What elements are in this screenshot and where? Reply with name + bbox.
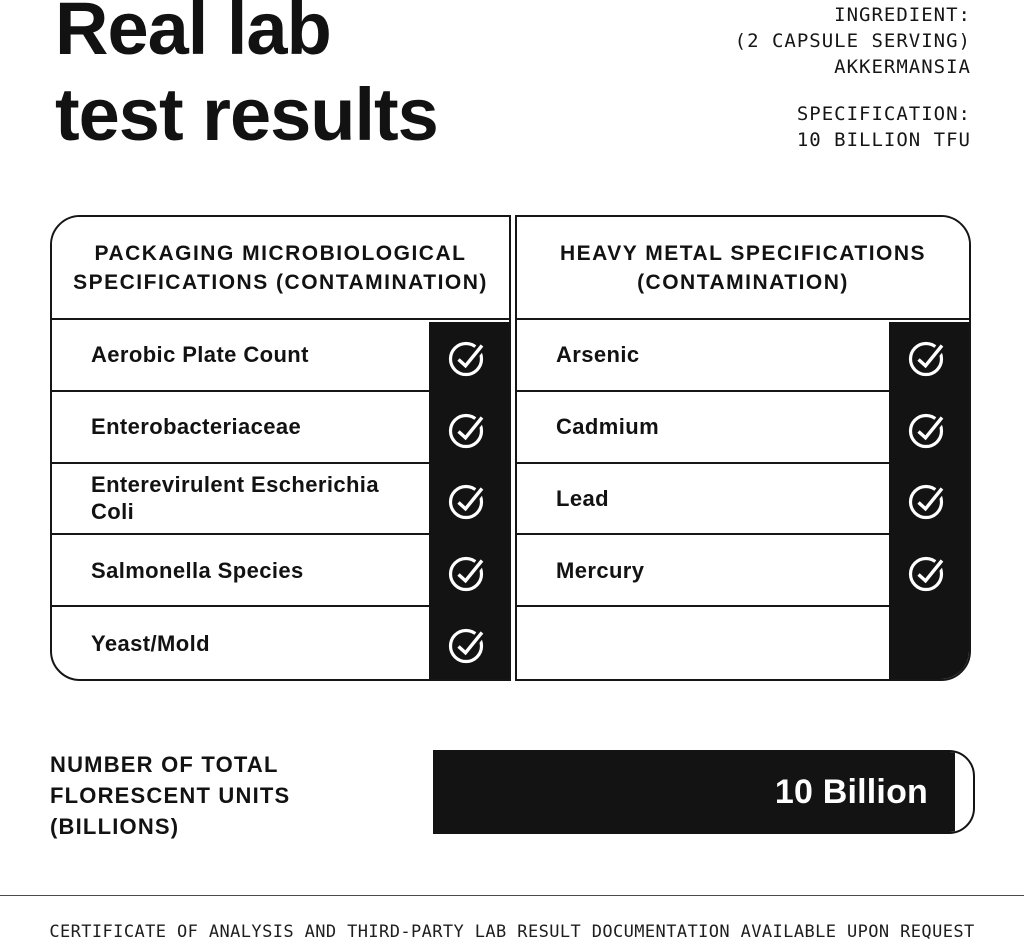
table-row xyxy=(52,464,509,536)
heavy-metal-table-header xyxy=(517,217,969,320)
tfu-label-line1: NUMBER OF TOTAL xyxy=(50,752,279,777)
table-row xyxy=(52,392,509,464)
table-rows xyxy=(517,320,969,679)
check-circle-icon xyxy=(446,476,492,522)
ingredient-label: INGREDIENT: xyxy=(834,4,971,26)
header-line: PACKAGING MICROBIOLOGICAL xyxy=(94,241,467,265)
footer-note: CERTIFICATE OF ANALYSIS AND THIRD-PARTY LAB RESULT DOCUMENTATION AVAILABLE UPON REQUEST xyxy=(49,922,975,942)
check-circle-icon xyxy=(906,405,952,451)
check-circle-icon xyxy=(906,476,952,522)
check-cell xyxy=(889,535,969,607)
table-row xyxy=(517,320,969,392)
product-meta xyxy=(735,2,971,153)
check-circle-icon xyxy=(446,405,492,451)
tfu-label-line2: FLORESCENT UNITS xyxy=(50,783,291,808)
check-circle-icon xyxy=(906,548,952,594)
check-cell xyxy=(429,464,509,536)
table-row xyxy=(52,607,509,679)
page-title-line2: test results xyxy=(55,73,438,156)
page-title-line1: Real lab xyxy=(55,0,331,70)
check-cell xyxy=(429,607,509,679)
table-row-empty xyxy=(517,607,969,679)
header-line: SPECIFICATIONS (CONTAMINATION) xyxy=(73,270,488,294)
footer-divider xyxy=(0,895,1024,896)
row-label: Lead xyxy=(517,464,889,536)
check-circle-icon xyxy=(446,620,492,666)
tfu-label-line3: (BILLIONS) xyxy=(50,814,180,839)
tfu-value: 10 Billion xyxy=(774,772,928,811)
microbiological-table-header xyxy=(52,217,509,320)
spec-tables xyxy=(50,215,971,681)
microbiological-spec-table xyxy=(50,215,511,681)
table-row xyxy=(52,535,509,607)
row-label: Enterevirulent Escherichia Coli xyxy=(52,464,429,536)
check-circle-icon xyxy=(906,333,952,379)
ingredient-name: AKKERMANSIA xyxy=(834,56,971,78)
check-cell xyxy=(889,464,969,536)
ingredient-serving: (2 CAPSULE SERVING) xyxy=(734,30,971,52)
table-rows xyxy=(52,320,509,679)
row-label: Enterobacteriaceae xyxy=(52,392,429,464)
specification-value: 10 BILLION TFU xyxy=(796,129,971,151)
check-circle-icon xyxy=(446,548,492,594)
header-line: HEAVY METAL SPECIFICATIONS xyxy=(559,241,927,265)
check-cell xyxy=(889,392,969,464)
check-cell xyxy=(429,320,509,392)
row-label: Arsenic xyxy=(517,320,889,392)
table-row xyxy=(517,535,969,607)
row-label: Aerobic Plate Count xyxy=(52,320,429,392)
heavy-metal-spec-table xyxy=(515,215,971,681)
check-cell xyxy=(429,535,509,607)
check-cell xyxy=(889,320,969,392)
row-label: Mercury xyxy=(517,535,889,607)
row-label: Yeast/Mold xyxy=(91,630,210,656)
tfu-value-bar xyxy=(433,750,975,834)
header-line: (CONTAMINATION) xyxy=(637,270,849,294)
check-circle-icon xyxy=(446,333,492,379)
table-row xyxy=(517,392,969,464)
check-cell-empty xyxy=(889,607,969,679)
page-title xyxy=(55,0,438,158)
table-row xyxy=(517,464,969,536)
row-label: Cadmium xyxy=(517,392,889,464)
ingredient-block xyxy=(735,2,971,80)
row-label xyxy=(517,607,889,679)
specification-block xyxy=(735,101,971,153)
tfu-label xyxy=(50,749,290,842)
specification-label: SPECIFICATION: xyxy=(796,103,971,125)
tfu-value-fill xyxy=(435,752,955,832)
check-cell xyxy=(429,392,509,464)
table-row xyxy=(52,320,509,392)
row-label: Salmonella Species xyxy=(52,535,429,607)
